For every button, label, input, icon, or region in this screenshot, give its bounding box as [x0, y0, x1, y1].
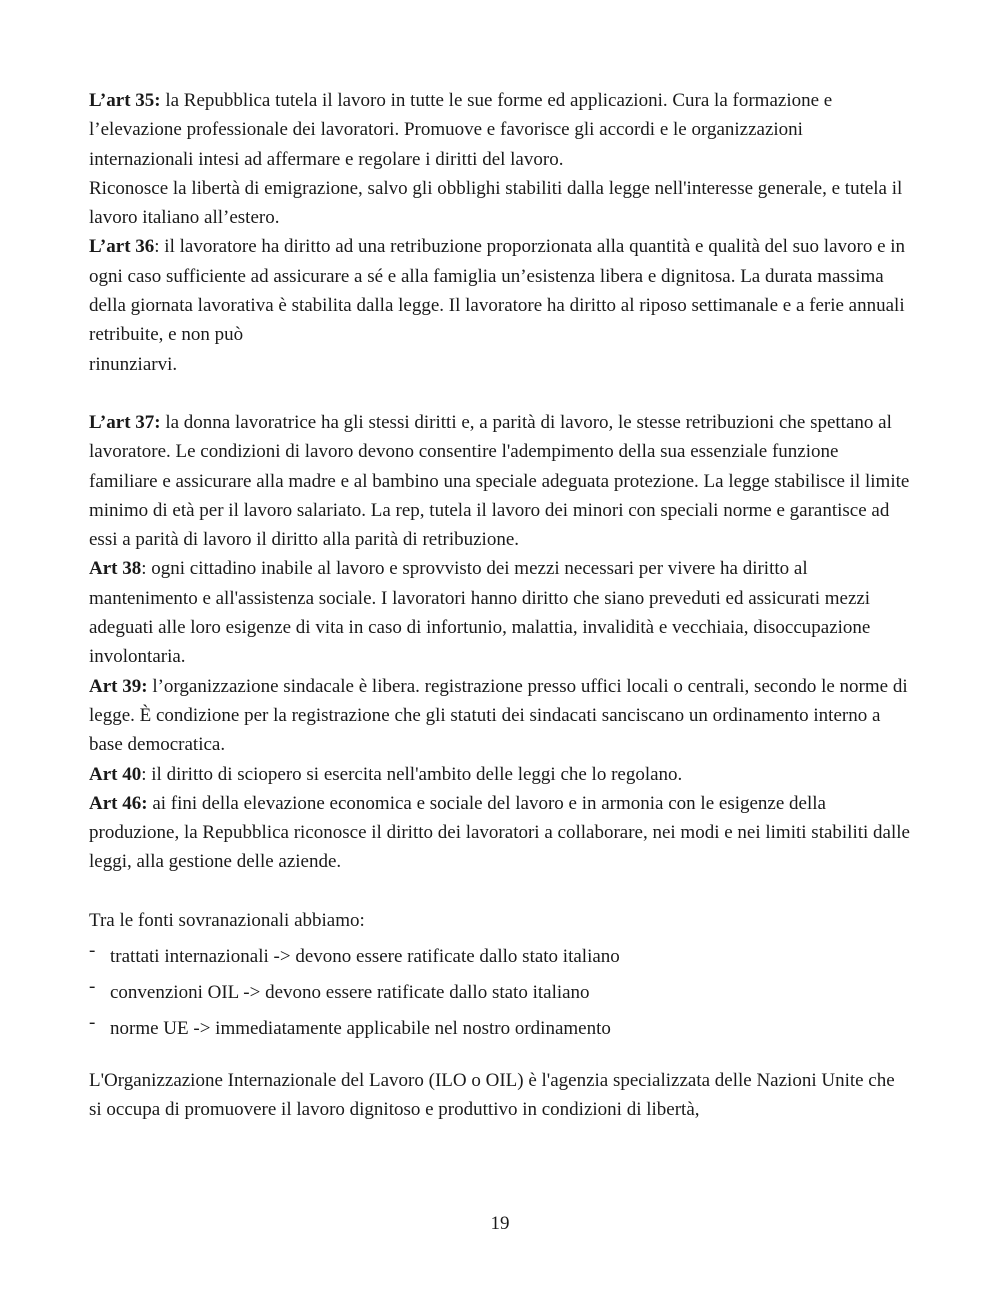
- article-text: l’organizzazione sindacale è libera. registrazione presso uffici locali o centrali, secondo le norme di legge. È condizione per la registrazione che gli statuti dei sindacati sanciscano un ordinamento interno a base democratica.: [89, 675, 908, 756]
- ilo-paragraph: L'Organizzazione Internazionale del Lavoro (ILO o OIL) è l'agenzia specializzata delle Nazioni Unite che si occupa di promuovere il lavoro dignitoso e produttivo in condizioni di libertà,: [89, 1070, 895, 1121]
- article-text: : ogni cittadino inabile al lavoro e sprovvisto dei mezzi necessari per vivere ha diritto al mantenimento e all'assistenza sociale. I lavoratori hanno diritto che siano preveduti ed assicurati mezzi adeguati alle loro esigenze di vita in caso di infortunio, malattia, invalidità e vecchiaia, disoccupazione involontaria.: [89, 558, 871, 668]
- dash-bullet: -: [89, 1012, 96, 1034]
- article-label: Art 39:: [89, 675, 148, 697]
- article-text: : il lavoratore ha diritto ad una retribuzione proporzionata alla quantità e qualità del suo lavoro e in ogni caso sufficiente ad assicurare a sé e alla famiglia un’esistenza libera e dignitosa. La durata massima della giornata lavorativa è stabilita dalla legge. Il lavoratore ha diritto al riposo settimanale e a ferie annuali retribuite, e non può: [89, 236, 906, 346]
- article-label: L’art 35:: [89, 90, 161, 111]
- article-37: [89, 408, 911, 554]
- article-label: Art 38: [89, 558, 142, 580]
- article-label: L’art 36: [89, 236, 155, 258]
- dash-bullet: -: [89, 940, 96, 962]
- paragraph-gap: [89, 379, 911, 408]
- article-36: [89, 232, 911, 349]
- sources-intro: Tra le fonti sovranazionali abbiamo:: [89, 909, 365, 931]
- article-label: Art 46:: [89, 792, 148, 814]
- article-40: [89, 760, 911, 789]
- article-35: [89, 86, 911, 174]
- page-number: 19: [490, 1213, 510, 1234]
- list-item-text: norme UE -> immediatamente applicabile nel nostro ordinamento: [110, 1018, 611, 1040]
- article-35-continuation: [89, 174, 911, 233]
- article-39: [89, 672, 911, 760]
- article-text: la Repubblica tutela il lavoro in tutte le sue forme ed applicazioni. Cura la formazione e l’elevazione professionale dei lavoratori. Promuove e favorisce gli accordi e le organizzazioni internazionali intesi ad affermare e regolare i diritti del lavoro.: [89, 90, 833, 170]
- paragraph-gap: [89, 877, 911, 906]
- article-text: rinunziarvi.: [89, 353, 178, 375]
- paragraph-gap: [89, 1047, 911, 1066]
- dash-bullet: -: [89, 976, 96, 998]
- list-item: [89, 939, 911, 975]
- article-46: [89, 789, 911, 877]
- page-body: [89, 86, 911, 1125]
- article-36-continuation: [89, 350, 911, 379]
- article-label: Art 40: [89, 763, 142, 785]
- list-item: [89, 1011, 911, 1047]
- list-item-text: trattati internazionali -> devono essere ratificate dallo stato italiano: [110, 946, 620, 968]
- article-text: ai fini della elevazione economica e sociale del lavoro e in armonia con le esigenze della produzione, la Repubblica riconosce il diritto dei lavoratori a collaborare, nei modi e nei limiti stabiliti dalle leggi, alla gestione delle aziende.: [89, 792, 910, 873]
- article-38: [89, 554, 911, 671]
- list-item: [89, 975, 911, 1011]
- article-label: L’art 37:: [89, 411, 161, 433]
- article-text: : il diritto di sciopero si esercita nell'ambito delle leggi che lo regolano.: [141, 763, 683, 785]
- sources-list: [89, 939, 911, 1047]
- list-item-text: convenzioni OIL -> devono essere ratificate dallo stato italiano: [110, 982, 590, 1004]
- article-text: Riconosce la libertà di emigrazione, salvo gli obblighi stabiliti dalla legge nell'interesse generale, e tutela il lavoro italiano all’estero.: [89, 177, 903, 229]
- article-text: la donna lavoratrice ha gli stessi diritti e, a parità di lavoro, le stesse retribuzioni che spettano al lavoratore. Le condizioni di lavoro devono consentire l'adempimento della sua essenziale funzione familiare e assicurare alla madre e al bambino una speciale adeguata protezione. La legge stabilisce il limite minimo di età per il lavoro salariato. La rep, tutela il lavoro dei minori con speciali norme e garantisce ad essi a parità di lavoro il diritto alla parità di retribuzione.: [89, 411, 910, 551]
